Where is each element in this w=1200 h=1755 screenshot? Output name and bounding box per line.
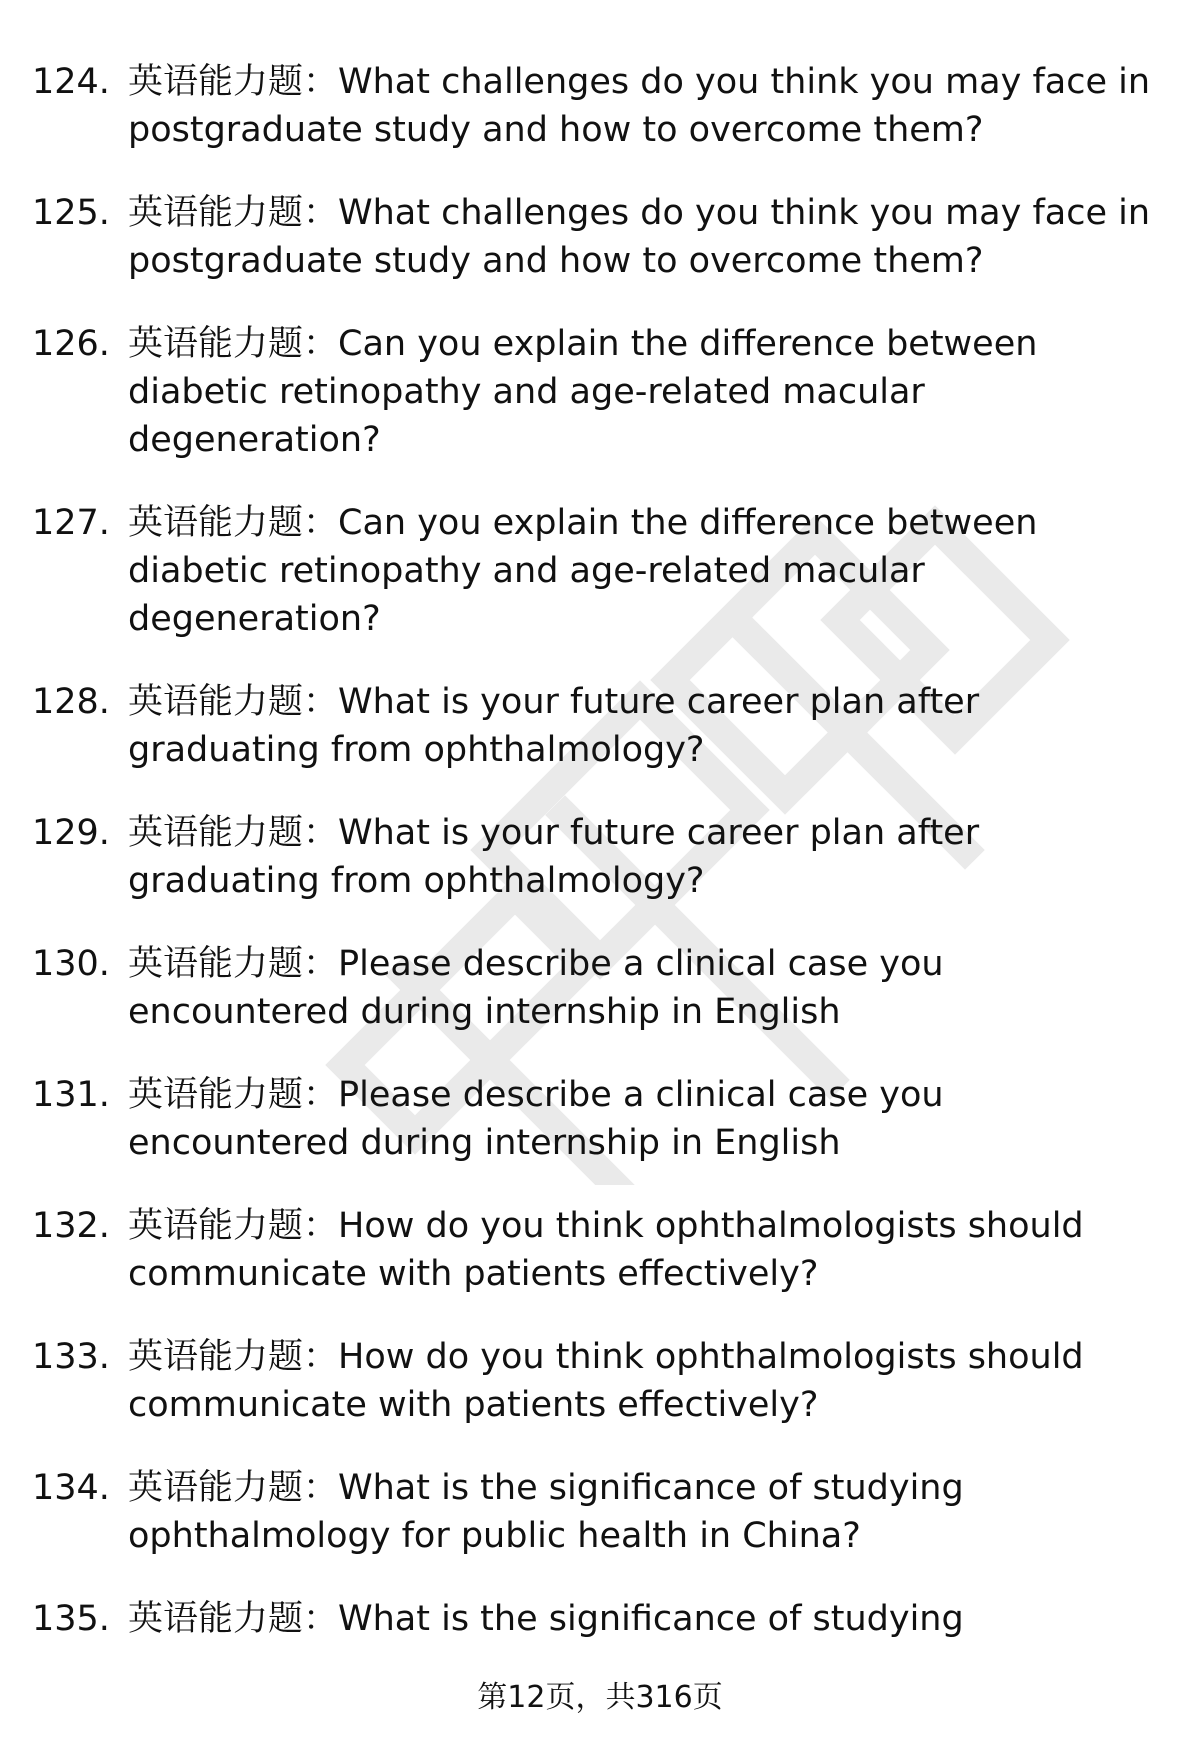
question-text: What is the significance of studying ophthalmology for public health in China?	[128, 1468, 964, 1556]
question-category: 英语能力题：	[128, 1337, 339, 1377]
question-category: 英语能力题：	[128, 62, 339, 102]
question-item-127	[32, 499, 1172, 643]
question-number: 124.	[32, 62, 110, 102]
question-content	[128, 1464, 1172, 1560]
question-text: Please describe a clinical case you encountered during internship in English	[128, 944, 944, 1032]
question-content	[128, 320, 1172, 464]
question-category: 英语能力题：	[128, 1468, 339, 1508]
question-number: 132.	[32, 1206, 110, 1246]
question-item-124	[32, 58, 1172, 154]
question-content	[128, 940, 1172, 1036]
question-number: 125.	[32, 193, 110, 233]
question-category: 英语能力题：	[128, 682, 339, 722]
question-text: Can you explain the difference between diabetic retinopathy and age-related macular degeneration?	[128, 324, 1038, 460]
question-text: How do you think ophthalmologists should communicate with patients effectively?	[128, 1206, 1084, 1294]
question-text: What is your future career plan after graduating from ophthalmology?	[128, 813, 980, 901]
question-number: 134.	[32, 1468, 110, 1508]
question-number: 128.	[32, 682, 110, 722]
question-item-125	[32, 189, 1172, 285]
question-content	[128, 1333, 1172, 1429]
question-content	[128, 678, 1172, 774]
question-content	[128, 58, 1172, 154]
question-item-134	[32, 1464, 1172, 1560]
question-text: What is the significance of studying	[338, 1599, 964, 1639]
question-category: 英语能力题：	[128, 193, 339, 233]
question-text: What challenges do you think you may face in postgraduate study and how to overcome them?	[128, 193, 1151, 281]
question-number: 126.	[32, 324, 110, 364]
question-content	[128, 499, 1172, 643]
question-content	[128, 1595, 1172, 1643]
question-text: Can you explain the difference between diabetic retinopathy and age-related macular degeneration?	[128, 503, 1038, 639]
question-number: 133.	[32, 1337, 110, 1377]
question-item-129	[32, 809, 1172, 905]
question-number: 131.	[32, 1075, 110, 1115]
question-item-130	[32, 940, 1172, 1036]
question-category: 英语能力题：	[128, 813, 339, 853]
question-item-132	[32, 1202, 1172, 1298]
question-content	[128, 809, 1172, 905]
question-text: Please describe a clinical case you encountered during internship in English	[128, 1075, 944, 1163]
question-category: 英语能力题：	[128, 1206, 339, 1246]
question-text: What challenges do you think you may face in postgraduate study and how to overcome them?	[128, 62, 1151, 150]
question-category: 英语能力题：	[128, 1075, 339, 1115]
question-item-133	[32, 1333, 1172, 1429]
question-category: 英语能力题：	[128, 324, 339, 364]
question-text: What is your future career plan after graduating from ophthalmology?	[128, 682, 980, 770]
question-category: 英语能力题：	[128, 503, 339, 543]
question-item-135	[32, 1595, 1172, 1643]
question-content	[128, 1071, 1172, 1167]
page-number: 第12页，共316页	[477, 1680, 723, 1715]
question-item-128	[32, 678, 1172, 774]
question-content	[128, 189, 1172, 285]
question-content	[128, 1202, 1172, 1298]
question-category: 英语能力题：	[128, 944, 339, 984]
question-number: 127.	[32, 503, 110, 543]
question-item-131	[32, 1071, 1172, 1167]
question-item-126	[32, 320, 1172, 464]
question-number: 129.	[32, 813, 110, 853]
question-category: 英语能力题：	[128, 1599, 339, 1639]
question-list	[32, 58, 1172, 1678]
question-number: 130.	[32, 944, 110, 984]
question-number: 135.	[32, 1599, 110, 1639]
question-text: How do you think ophthalmologists should communicate with patients effectively?	[128, 1337, 1084, 1425]
